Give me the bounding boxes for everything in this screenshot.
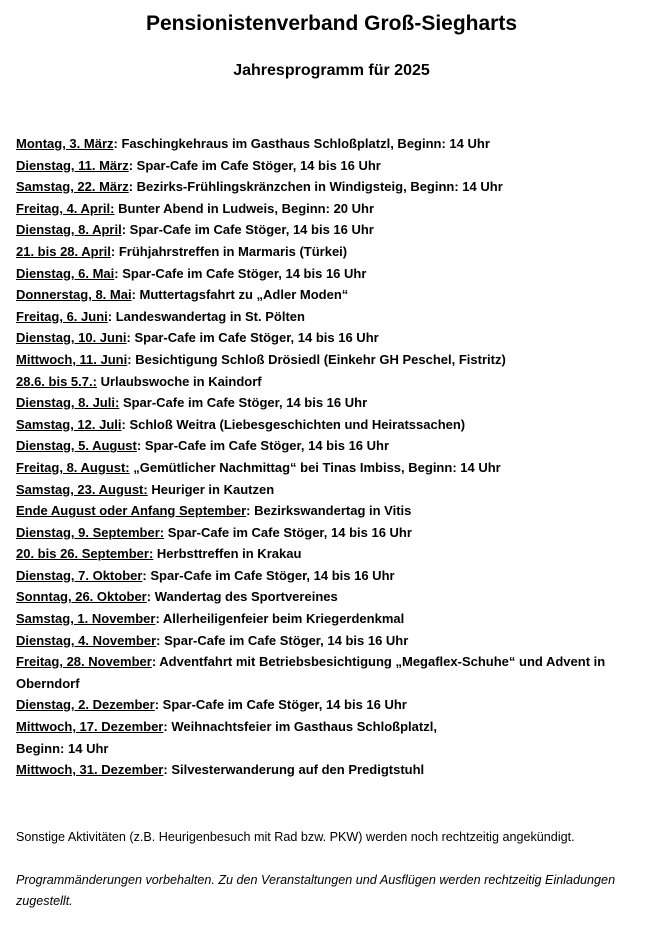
event-item — [16, 457, 644, 479]
event-separator: : — [154, 697, 163, 713]
event-description: Silvesterwanderung auf den Predigtstuhl — [171, 762, 425, 778]
event-item — [16, 543, 644, 565]
event-date: Ende August oder Anfang September — [16, 503, 247, 519]
event-item — [16, 651, 644, 694]
event-description: Frühjahrstreffen in Marmaris (Türkei) — [118, 243, 348, 259]
event-date: 21. bis 28. April — [16, 243, 111, 259]
event-date: Dienstag, 5. August — [16, 438, 137, 454]
event-item — [16, 198, 644, 220]
event-date: Mittwoch, 31. Dezember — [16, 762, 164, 778]
event-date: Samstag, 1. November — [16, 611, 156, 627]
event-item — [16, 586, 644, 608]
event-item — [16, 219, 644, 241]
event-date: Mittwoch, 17. Dezember — [16, 719, 164, 735]
event-date: Freitag, 4. April: — [16, 200, 115, 216]
event-separator: : — [246, 503, 255, 519]
event-separator: : — [156, 632, 165, 648]
event-date: Mittwoch, 11. Juni — [16, 351, 128, 367]
event-date: Freitag, 6. Juni — [16, 308, 108, 324]
event-date: Dienstag, 9. September: — [16, 524, 165, 540]
event-item — [16, 349, 644, 371]
event-item — [16, 284, 644, 306]
event-separator: : — [126, 330, 135, 346]
event-description: Faschingkehraus im Gasthaus Schloßplatzl, Beginn: 14 Uhr — [121, 136, 490, 151]
event-item — [16, 414, 644, 436]
event-separator: : — [114, 265, 123, 281]
event-date: Dienstag, 6. Mai — [16, 265, 115, 281]
event-item — [16, 241, 644, 263]
event-description: Spar-Cafe im Cafe Stöger, 14 bis 16 Uhr — [122, 395, 368, 411]
event-description: Bezirks-Frühlingskränzchen in Windigsteig, Beginn: 14 Uhr — [136, 179, 503, 195]
event-separator: : — [107, 308, 116, 324]
event-date: Freitag, 8. August: — [16, 459, 130, 475]
event-date: Dienstag, 8. Juli: — [16, 395, 120, 411]
event-separator: : — [151, 654, 160, 670]
event-description: Schloß Weitra (Liebesgeschichten und Heiratssachen) — [129, 416, 466, 432]
document-subtitle: Jahresprogramm für 2025 — [233, 62, 430, 79]
event-separator: : — [136, 438, 145, 454]
event-description: Muttertagsfahrt zu „Adler Moden“ — [139, 287, 349, 303]
event-separator: : — [121, 222, 130, 238]
event-separator: : — [131, 287, 140, 303]
event-item — [16, 392, 644, 414]
event-separator: : — [163, 719, 172, 735]
event-item — [16, 155, 644, 177]
event-description: Spar-Cafe im Cafe Stöger, 14 bis 16 Uhr — [144, 438, 390, 454]
event-separator: : — [163, 762, 172, 778]
event-date: Sonntag, 26. Oktober — [16, 589, 147, 605]
event-date: Donnerstag, 8. Mai — [16, 287, 132, 303]
event-description: Spar-Cafe im Cafe Stöger, 14 bis 16 Uhr — [122, 265, 367, 281]
event-description: Heuriger in Kautzen — [151, 481, 275, 497]
event-date: 28.6. bis 5.7.: — [16, 373, 97, 389]
event-item — [16, 694, 644, 716]
event-separator: : — [155, 611, 163, 627]
event-description: Spar-Cafe im Cafe Stöger, 14 bis 16 Uhr — [134, 330, 379, 346]
event-description: Landeswandertag in St. Pölten — [115, 308, 305, 324]
event-description: Spar-Cafe im Cafe Stöger, 14 bis 16 Uhr — [136, 157, 381, 173]
event-description: Bezirkswandertag in Vitis — [254, 503, 412, 519]
event-date: Dienstag, 7. Oktober — [16, 567, 143, 583]
event-item — [16, 306, 644, 328]
event-separator: : — [128, 179, 137, 195]
other-activities-note: Sonstige Aktivitäten (z.B. Heurigenbesuch mit Rad bzw. PKW) werden noch rechtzeitig angekündigt. — [16, 830, 575, 844]
event-item — [16, 327, 644, 349]
event-item — [16, 133, 644, 155]
event-separator: : — [146, 589, 155, 605]
event-description: Adventfahrt mit Betriebsbesichtigung „Megaflex-Schuhe“ und Advent in Oberndorf — [16, 654, 606, 691]
event-item — [16, 759, 644, 781]
event-date: Dienstag, 8. April — [16, 222, 122, 238]
event-description: „Gemütlicher Nachmittag“ bei Tinas Imbiss, Beginn: 14 Uhr — [133, 459, 501, 475]
event-date: Dienstag, 10. Juni — [16, 330, 127, 346]
event-description: Urlaubswoche in Kaindorf — [100, 373, 262, 389]
event-separator: : — [121, 416, 130, 432]
event-description: Besichtigung Schloß Drösiedl (Einkehr GH Peschel, Fistritz) — [135, 351, 506, 367]
event-separator: : — [142, 567, 151, 583]
event-item — [16, 500, 644, 522]
event-item — [16, 435, 644, 457]
event-separator: : — [113, 136, 122, 151]
event-item — [16, 716, 644, 759]
event-separator: : — [128, 157, 137, 173]
event-date: Samstag, 23. August: — [16, 481, 148, 497]
event-date: Freitag, 28. November — [16, 654, 152, 670]
document-title: Pensionistenverband Groß-Siegharts — [145, 12, 518, 35]
event-description: Spar-Cafe im Cafe Stöger, 14 bis 16 Uhr — [150, 567, 395, 583]
event-date: Dienstag, 2. Dezember — [16, 697, 155, 713]
event-description: Spar-Cafe im Cafe Stöger, 14 bis 16 Uhr — [129, 222, 374, 238]
event-description: Spar-Cafe im Cafe Stöger, 14 bis 16 Uhr — [164, 632, 409, 648]
event-description: Allerheiligenfeier beim Kriegerdenkmal — [162, 611, 405, 627]
event-separator: : — [127, 351, 136, 367]
event-list — [16, 133, 644, 781]
event-date: Samstag, 22. März — [16, 179, 129, 195]
disclaimer-note: Programmänderungen vorbehalten. Zu den Veranstaltungen und Ausflügen werden rechtzeitig Einladungen zugestellt. — [16, 873, 616, 908]
event-item — [16, 263, 644, 285]
event-description: Herbsttreffen in Krakau — [156, 546, 302, 562]
event-item — [16, 630, 644, 652]
event-description: Spar-Cafe im Cafe Stöger, 14 bis 16 Uhr — [167, 524, 412, 540]
event-description: Spar-Cafe im Cafe Stöger, 14 bis 16 Uhr — [162, 697, 407, 713]
event-description: Wandertag des Sportvereines — [154, 589, 338, 605]
event-date: Dienstag, 4. November — [16, 632, 157, 648]
event-item — [16, 371, 644, 393]
event-description: Weihnachtsfeier im Gasthaus Schloßplatzl, — [171, 719, 437, 735]
event-item — [16, 479, 644, 501]
event-date: Montag, 3. März — [16, 136, 114, 151]
event-date: Samstag, 12. Juli — [16, 416, 122, 432]
event-separator: : — [110, 243, 119, 259]
event-description: Bunter Abend in Ludweis, Beginn: 20 Uhr — [118, 200, 375, 216]
event-item — [16, 176, 644, 198]
event-item — [16, 565, 644, 587]
event-item — [16, 522, 644, 544]
event-date: 20. bis 26. September: — [16, 546, 154, 562]
event-date: Dienstag, 11. März — [16, 157, 129, 173]
event-item — [16, 608, 644, 630]
event-description-continued: Beginn: 14 Uhr — [16, 740, 109, 756]
